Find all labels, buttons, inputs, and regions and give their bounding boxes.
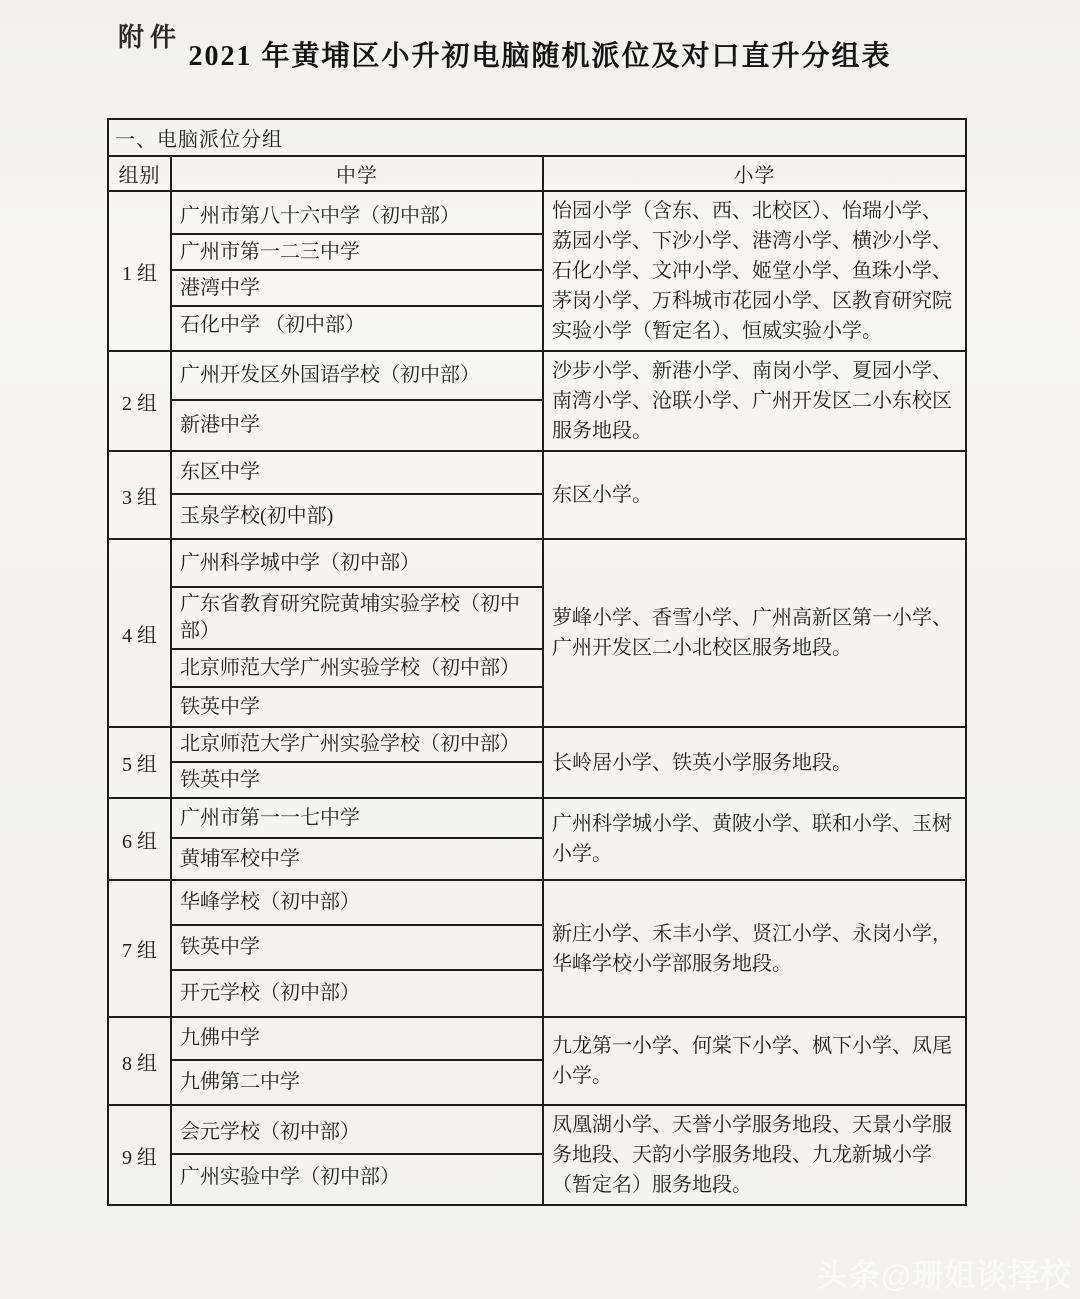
- middle-school-item: 铁英中学: [180, 695, 260, 718]
- middle-school-cell: [171, 191, 543, 351]
- column-header-row: [108, 156, 966, 191]
- elementary-school-cell: 长岭居小学、铁英小学服务地段。: [543, 727, 966, 798]
- middle-school-item: 北京师范大学广州实验学校（初中部）: [172, 728, 542, 763]
- middle-school-item: 开元学校（初中部）: [180, 982, 360, 1004]
- placement-group-table: [107, 118, 967, 1206]
- middle-school-cell: [171, 1105, 543, 1205]
- middle-school-item: 会元学校（初中部）: [172, 1111, 542, 1155]
- middle-school-item: 广州开发区外国语学校（初中部）: [172, 352, 542, 401]
- table-row-group-2: [108, 351, 966, 451]
- middle-school-cell: [171, 880, 543, 1017]
- group-label: 6 组: [108, 798, 171, 880]
- middle-school-item: 铁英中学: [180, 768, 260, 791]
- group-label: 7 组: [108, 880, 171, 1017]
- table-row-group-4: [108, 539, 966, 727]
- table-row-group-9: [108, 1105, 966, 1205]
- middle-school-item: 玉泉学校(初中部): [180, 505, 334, 527]
- elementary-school-cell: 九龙第一小学、何棠下小学、枫下小学、凤尾小学。: [543, 1017, 966, 1105]
- page-title: 2021 年黄埔区小升初电脑随机派位及对口直升分组表: [188, 41, 892, 72]
- watermark-text: 头条@珊姐谈择校: [816, 1258, 1072, 1293]
- group-label: 4 组: [108, 539, 171, 727]
- elementary-school-cell: 新庄小学、禾丰小学、贤江小学、永岗小学，华峰学校小学部服务地段。: [543, 880, 966, 1017]
- table-row-group-7: [108, 880, 966, 1017]
- middle-school-cell: [171, 798, 543, 880]
- elementary-school-cell: 怡园小学（含东、西、北校区）、怡瑞小学、荔园小学、下沙小学、港湾小学、横沙小学、石化小学、文冲小学、姬堂小学、鱼珠小学、茅岗小学、万科城市花园小学、区教育研究院实验小学（暂定名）、恒威实验小学。: [543, 191, 966, 351]
- middle-school-item: 广州市第一一七中学: [172, 799, 542, 839]
- table-row-group-1: [108, 191, 966, 351]
- elementary-school-cell: 广州科学城小学、黄陂小学、联和小学、玉树小学。: [543, 798, 966, 880]
- middle-school-item: 华峰学校（初中部）: [172, 881, 542, 926]
- middle-school-item: 广州实验中学（初中部）: [180, 1165, 400, 1188]
- table-row-group-3: [108, 451, 966, 539]
- middle-school-item: 九佛中学: [172, 1018, 542, 1061]
- elementary-school-cell: 凤凰湖小学、天誉小学服务地段、天景小学服务地段、天韵小学服务地段、九龙新城小学（暂定名）服务地段。: [543, 1105, 966, 1205]
- column-header-middle-school: 中学: [171, 156, 543, 191]
- middle-school-item: 北京师范大学广州实验学校（初中部）: [172, 650, 542, 688]
- middle-school-item: 广州市第一二三中学: [172, 235, 542, 271]
- corner-fragment-text: 附件: [118, 23, 183, 52]
- middle-school-item: 黄埔军校中学: [180, 847, 300, 870]
- group-label: 9 组: [108, 1105, 171, 1205]
- middle-school-item: 石化中学 （初中部）: [180, 313, 365, 336]
- middle-school-item: 广州科学城中学（初中部）: [172, 540, 542, 588]
- middle-school-item: 广东省教育研究院黄埔实验学校（初中部）: [172, 588, 542, 650]
- column-header-elementary-school: 小学: [543, 156, 966, 191]
- middle-school-item: 九佛第二中学: [180, 1071, 300, 1093]
- middle-school-item: 东区中学: [172, 452, 542, 495]
- table-row-group-5: [108, 727, 966, 798]
- group-label: 5 组: [108, 727, 171, 798]
- elementary-school-cell: 沙步小学、新港小学、南岗小学、夏园小学、南湾小学、沧联小学、广州开发区二小东校区服务地段。: [543, 351, 966, 451]
- group-label: 1 组: [108, 191, 171, 351]
- elementary-school-cell: 东区小学。: [543, 451, 966, 539]
- column-header-group: 组别: [108, 156, 171, 191]
- elementary-school-cell: 萝峰小学、香雪小学、广州高新区第一小学、广州开发区二小北校区服务地段。: [543, 539, 966, 727]
- middle-school-cell: [171, 727, 543, 798]
- page-corner-fragment: [118, 23, 208, 52]
- table-row-group-6: [108, 798, 966, 880]
- middle-school-cell: [171, 351, 543, 451]
- group-label: 8 组: [108, 1017, 171, 1105]
- middle-school-cell: [171, 451, 543, 539]
- group-label: 2 组: [108, 351, 171, 451]
- table-row-group-8: [108, 1017, 966, 1105]
- middle-school-cell: [171, 539, 543, 727]
- middle-school-item: 新港中学: [180, 414, 260, 436]
- middle-school-cell: [171, 1017, 543, 1105]
- section-header: 一、电脑派位分组: [108, 119, 966, 156]
- middle-school-item: 广州市第八十六中学（初中部）: [172, 199, 542, 235]
- middle-school-item: 港湾中学: [172, 271, 542, 307]
- section-header-row: [108, 119, 966, 156]
- middle-school-item: 铁英中学: [172, 926, 542, 971]
- group-label: 3 组: [108, 451, 171, 539]
